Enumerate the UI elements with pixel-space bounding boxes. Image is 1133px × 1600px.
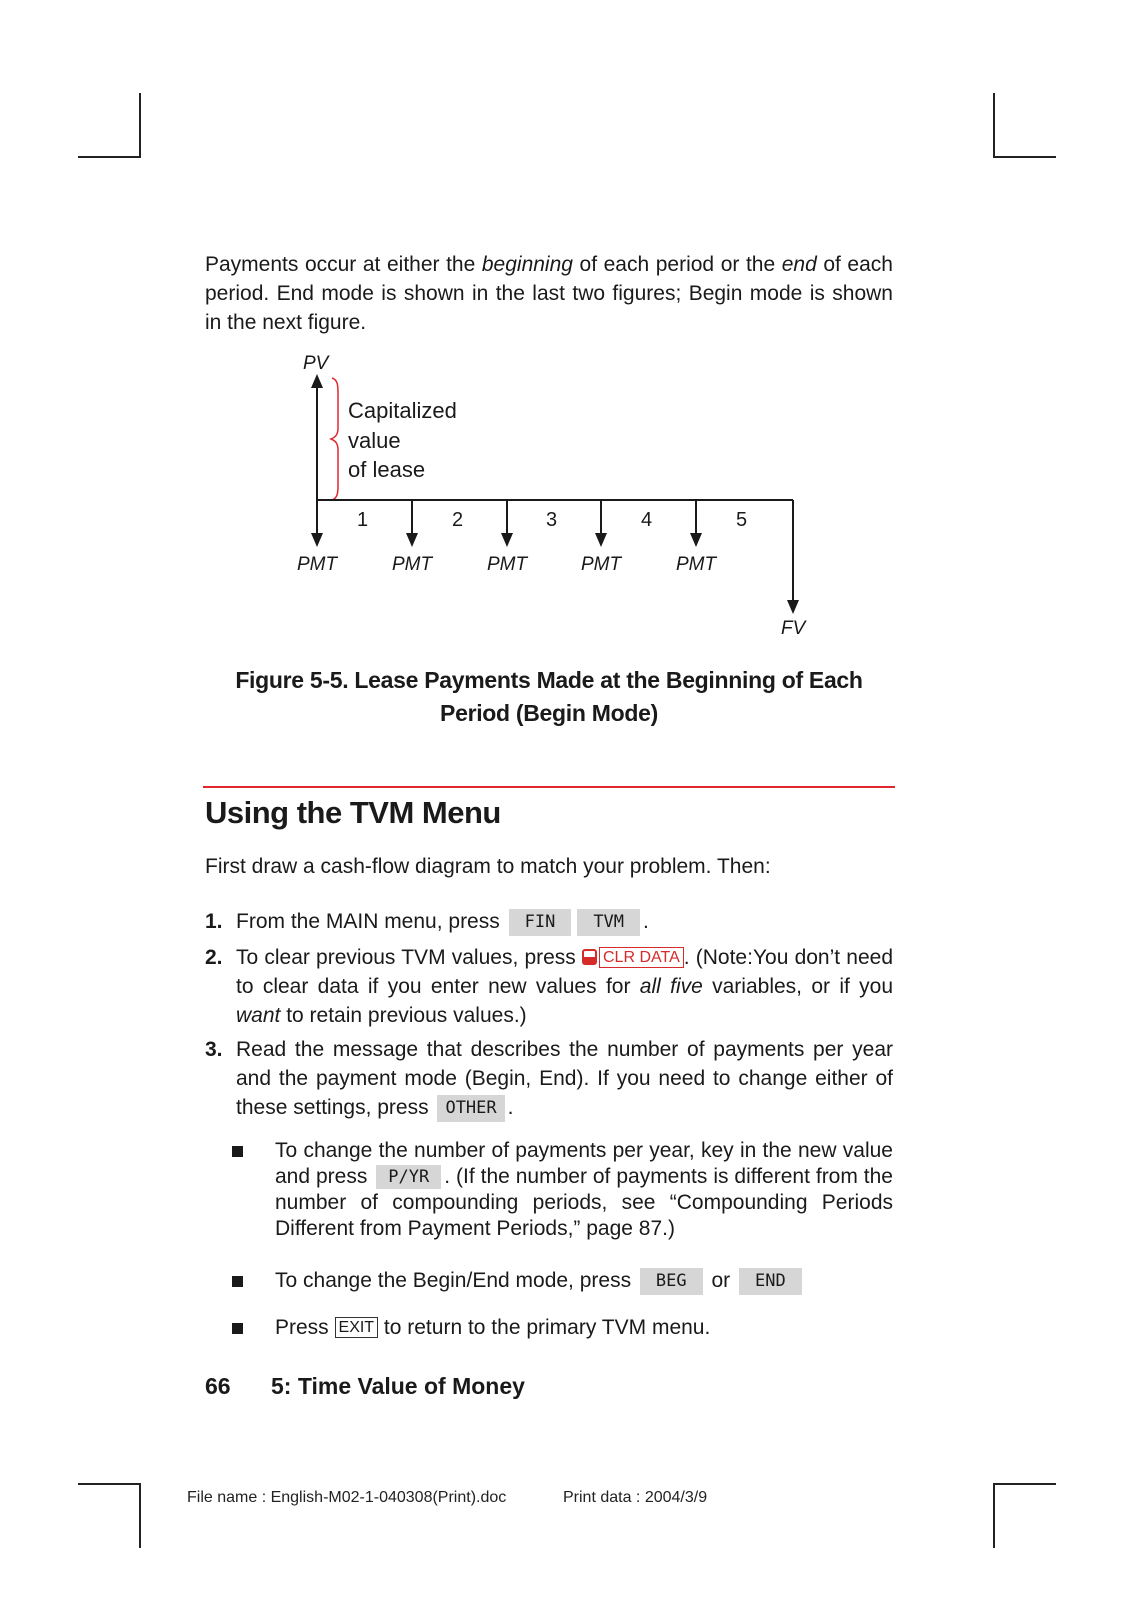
step-2: 2. To clear previous TVM values, press CLR DATA . (Note:You don’t need to clear data if you enter new values for all five variables, or if you want to retain previous values.) bbox=[205, 943, 893, 1030]
section-divider bbox=[203, 786, 895, 788]
chapter-title: 5: Time Value of Money bbox=[271, 1373, 525, 1399]
pmt-arrow-head bbox=[311, 533, 323, 547]
capitalized-value-brace bbox=[331, 378, 338, 500]
other-key[interactable]: OTHER bbox=[437, 1095, 504, 1122]
exit-key[interactable]: EXIT bbox=[335, 1317, 379, 1338]
intro-paragraph: Payments occur at either the beginning of each period or the end of each period. End mode is shown in the last two figures; Begin mode is shown in the next figure. bbox=[205, 253, 893, 334]
bullet-payments-per-year: To change the number of payments per year, key in the new value and press P/YR . (If the number of payments is different from the number of compounding periods, see “Compounding Periods Different from Payment Periods,” page 87.) bbox=[232, 1138, 893, 1242]
step-number: 3. bbox=[205, 1038, 223, 1061]
step-1: 1. From the MAIN menu, press FIN TVM . bbox=[205, 907, 893, 936]
bullet-square-icon bbox=[232, 1323, 243, 1334]
tvm-key[interactable]: TVM bbox=[577, 909, 640, 936]
period-label: 3 bbox=[546, 509, 558, 531]
emphasis-end: end bbox=[781, 253, 817, 276]
pmt-arrow-head bbox=[406, 533, 418, 547]
pmt-arrow-head bbox=[501, 533, 513, 547]
pv-arrow-head bbox=[311, 374, 323, 388]
capitalized-label-line3: of lease bbox=[348, 457, 426, 482]
pmt-label: PMT bbox=[581, 554, 622, 575]
step-number: 2. bbox=[205, 946, 223, 969]
crop-mark-bottom-left-v bbox=[139, 1483, 141, 1548]
end-key[interactable]: END bbox=[739, 1268, 802, 1295]
fv-label: FV bbox=[781, 618, 806, 639]
cash-flow-diagram bbox=[0, 0, 1133, 650]
period-label: 1 bbox=[357, 509, 369, 531]
pmt-arrow-head bbox=[595, 533, 607, 547]
figure-caption-line2: Period (Begin Mode) bbox=[440, 700, 658, 726]
crop-mark-bottom-right-v bbox=[993, 1483, 995, 1548]
pmt-label: PMT bbox=[676, 554, 717, 575]
pv-label: PV bbox=[303, 353, 329, 374]
pmt-arrow-head bbox=[690, 533, 702, 547]
figure-caption-line1: Figure 5-5. Lease Payments Made at the Beginning of Each bbox=[235, 667, 863, 693]
period-labels bbox=[357, 509, 747, 531]
capitalized-label-line1: Capitalized bbox=[348, 398, 457, 423]
step-number: 1. bbox=[205, 910, 223, 933]
print-date: Print data : 2004/3/9 bbox=[563, 1489, 708, 1506]
crop-mark-bottom-left-h bbox=[78, 1483, 141, 1485]
crop-mark-bottom-right-h bbox=[993, 1483, 1056, 1485]
bullet-begin-end-mode: To change the Begin/End mode, press BEG or END bbox=[232, 1268, 893, 1295]
step-1-text: From the MAIN menu, press bbox=[236, 910, 500, 933]
period-label: 4 bbox=[641, 509, 653, 531]
bullet-exit: Press EXIT to return to the primary TVM menu. bbox=[232, 1315, 893, 1341]
bullet-square-icon bbox=[232, 1276, 243, 1287]
figure-caption bbox=[205, 664, 893, 730]
pmt-labels bbox=[297, 554, 718, 575]
period-label: 5 bbox=[736, 509, 748, 531]
fv-arrow-head bbox=[787, 600, 799, 614]
pmt-label: PMT bbox=[297, 554, 338, 575]
section-intro: First draw a cash-flow diagram to match your problem. Then: bbox=[205, 855, 771, 878]
pmt-label: PMT bbox=[392, 554, 433, 575]
pyr-key[interactable]: P/YR bbox=[376, 1165, 441, 1189]
fin-key[interactable]: FIN bbox=[509, 909, 572, 936]
section-heading: Using the TVM Menu bbox=[205, 795, 501, 830]
shift-key-icon[interactable] bbox=[582, 949, 597, 965]
pmt-label: PMT bbox=[487, 554, 528, 575]
beg-key[interactable]: BEG bbox=[640, 1268, 703, 1295]
page-number: 66 bbox=[205, 1373, 231, 1399]
file-name: File name : English-M02-1-040308(Print).doc bbox=[187, 1489, 507, 1506]
step-3: 3. Read the message that describes the number of payments per year and the payment mode (Begin, End). If you need to change either of these settings, press OTHER . bbox=[205, 1035, 893, 1122]
clr-data-key[interactable]: CLR DATA bbox=[599, 947, 684, 968]
emphasis-beginning: beginning bbox=[481, 253, 573, 276]
bullet-square-icon bbox=[232, 1146, 243, 1157]
capitalized-label-line2: value bbox=[348, 428, 401, 453]
period-label: 2 bbox=[452, 509, 464, 531]
